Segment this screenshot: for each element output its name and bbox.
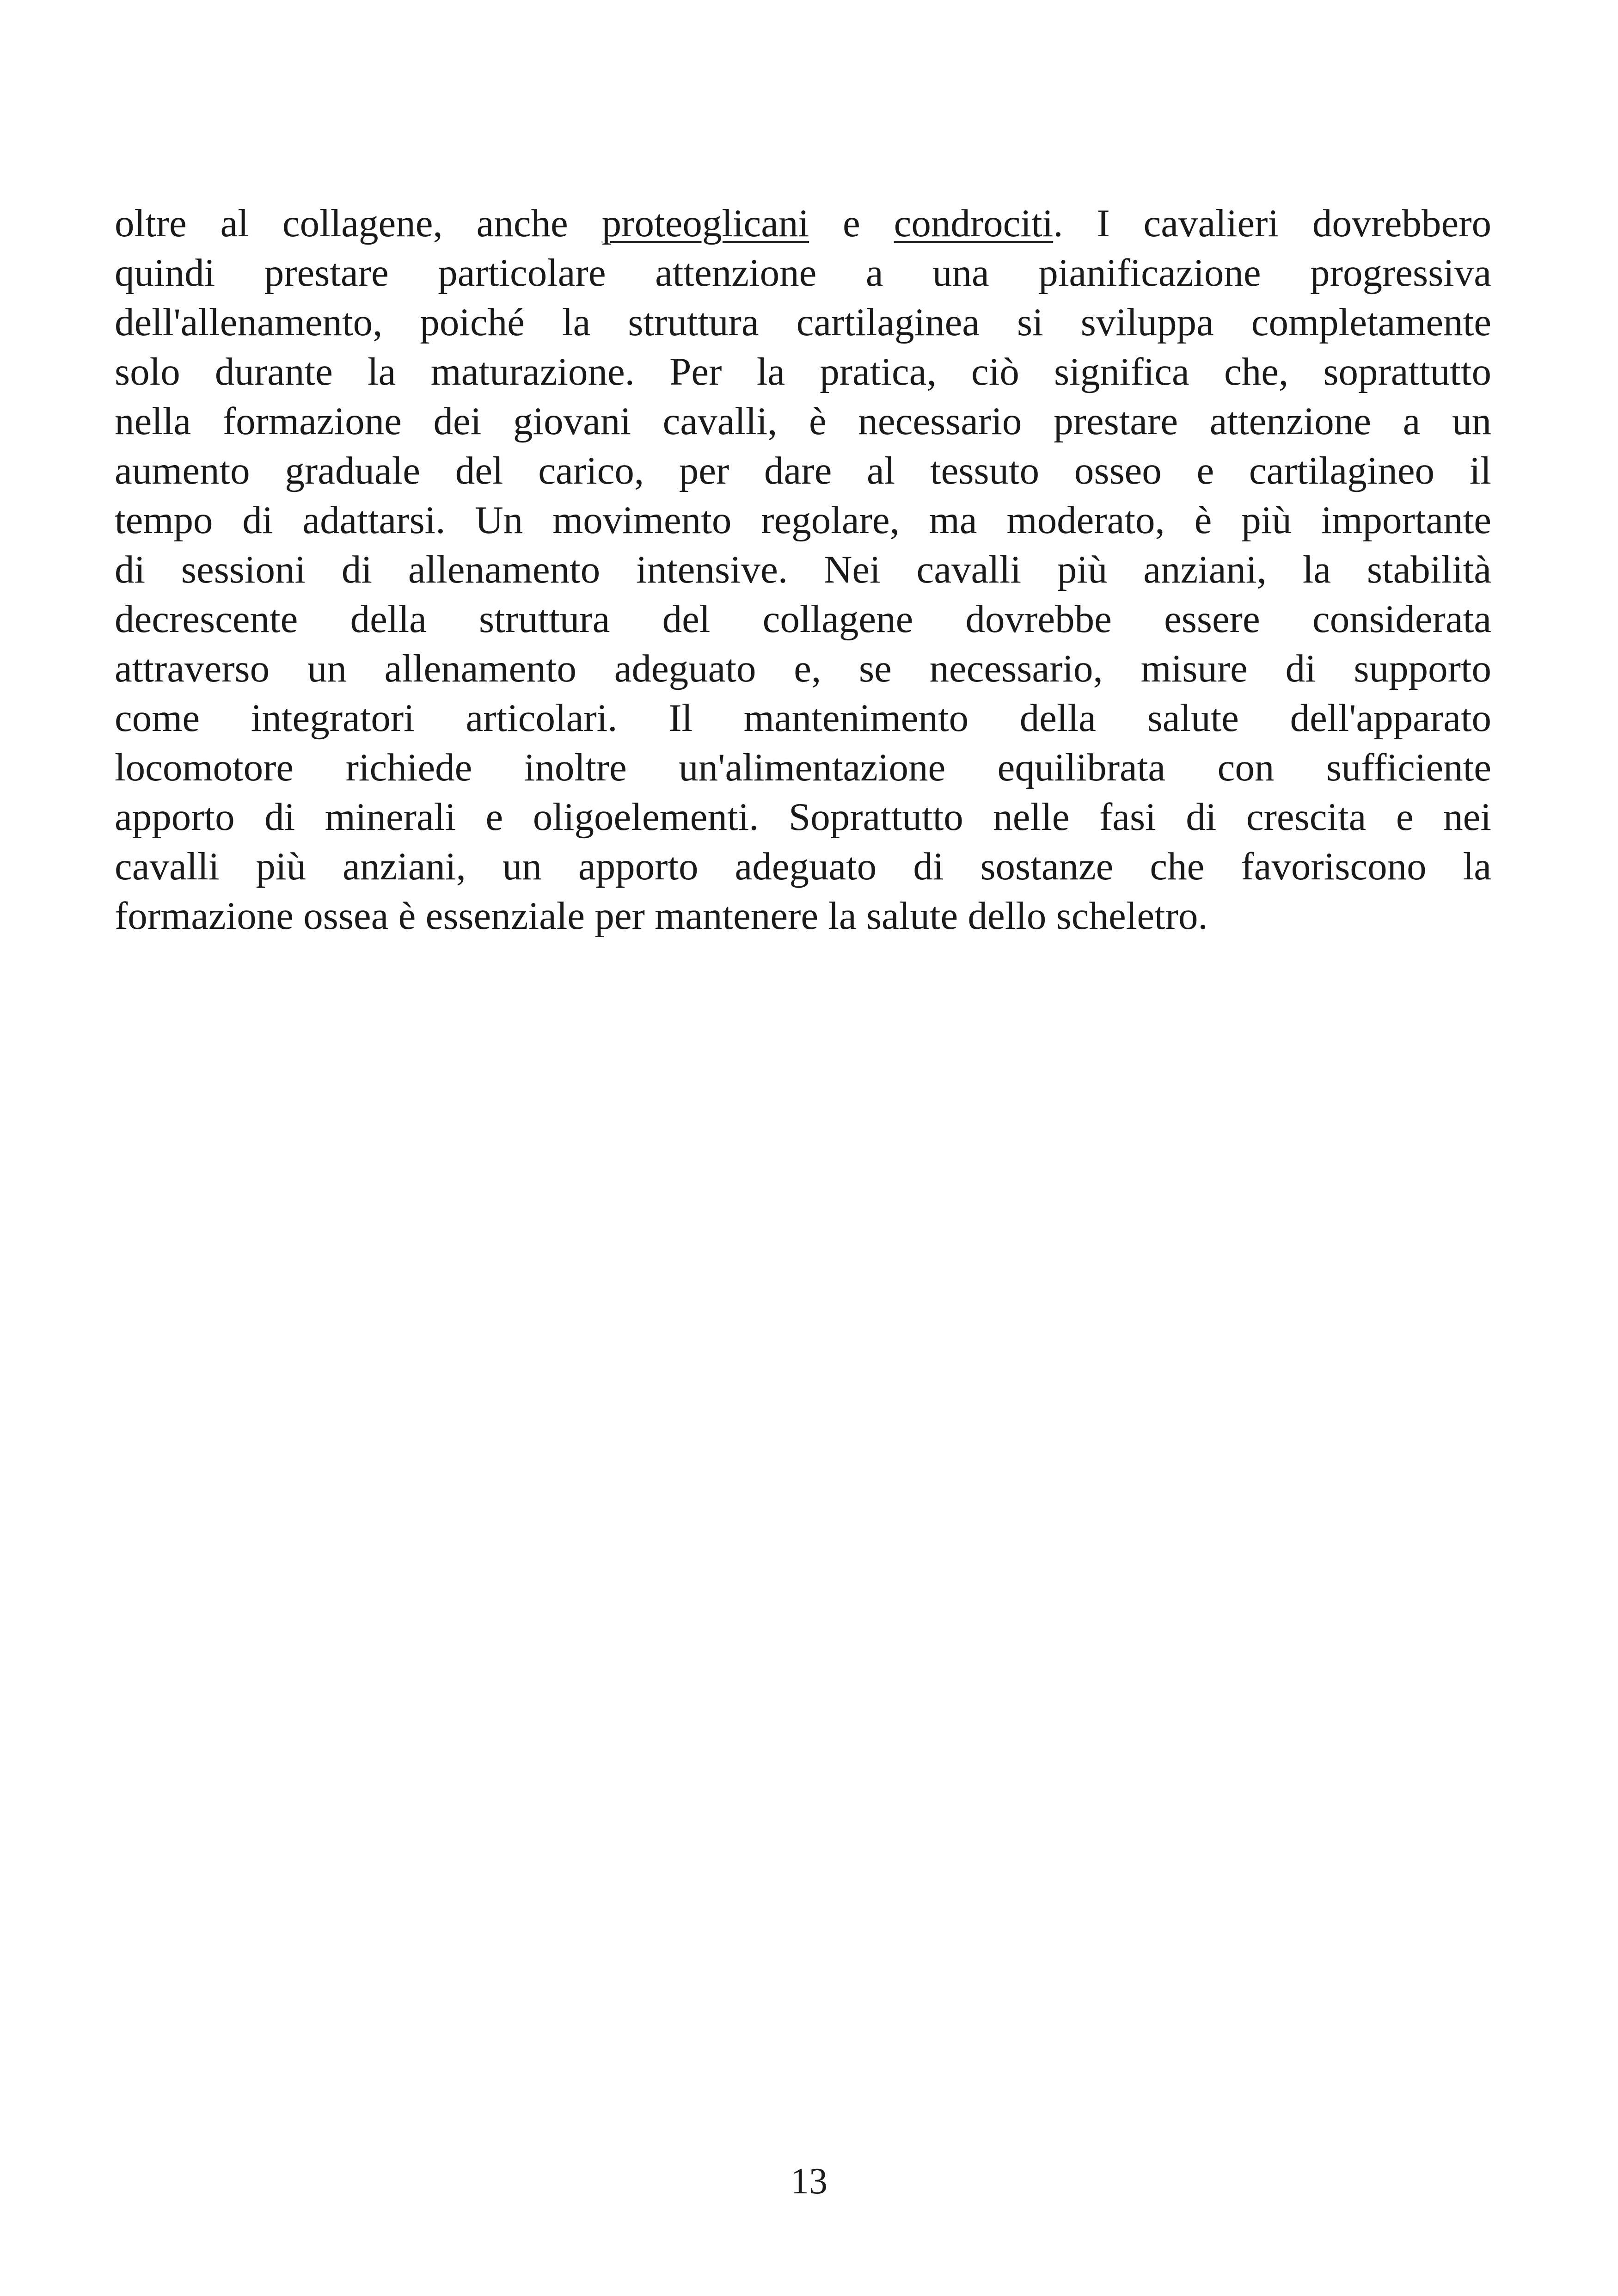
text-line: apporto di minerali e oligoelementi. Soprattutto nelle fasi di crescita e nei (115, 795, 1491, 839)
proteoglicani-link[interactable]: proteoglicani (601, 202, 809, 245)
text-line: decrescente della struttura del collagene dovrebbe essere considerata (115, 597, 1491, 641)
text-line: dell'allenamento, poiché la struttura cartilaginea si sviluppa completamente (115, 301, 1491, 344)
text-line: cavalli più anziani, un apporto adeguato di sostanze che favoriscono la (115, 845, 1491, 888)
text-line: locomotore richiede inoltre un'alimentazione equilibrata con sufficiente (115, 746, 1491, 789)
page-number: 13 (791, 2161, 827, 2202)
text-line: di sessioni di allenamento intensive. Nei cavalli più anziani, la stabilità (115, 548, 1491, 591)
text-line: attraverso un allenamento adeguato e, se necessario, misure di supporto (115, 647, 1491, 690)
text-segment: oltre al collagene, anche (115, 202, 602, 245)
text-line: come integratori articolari. Il mantenimento della salute dell'apparato (115, 696, 1491, 740)
body-paragraph (115, 199, 1491, 941)
text-line: aumento graduale del carico, per dare al tessuto osseo e cartilagineo il (115, 449, 1491, 492)
text-line: nella formazione dei giovani cavalli, è necessario prestare attenzione a un (115, 399, 1491, 443)
text-line: tempo di adattarsi. Un movimento regolare, ma moderato, è più importante (115, 498, 1491, 542)
condrociti-link[interactable]: condrociti (894, 202, 1054, 245)
text-line: quindi prestare particolare attenzione a una pianificazione progressiva (115, 251, 1491, 295)
text-line (115, 199, 1491, 248)
text-segment: . I cavalieri dovrebbero (1053, 202, 1491, 245)
text-line: formazione ossea è essenziale per mantenere la salute dello scheletro. (115, 894, 1208, 938)
text-line: solo durante la maturazione. Per la pratica, ciò significa che, soprattutto (115, 350, 1491, 393)
text-segment: e (809, 202, 894, 245)
